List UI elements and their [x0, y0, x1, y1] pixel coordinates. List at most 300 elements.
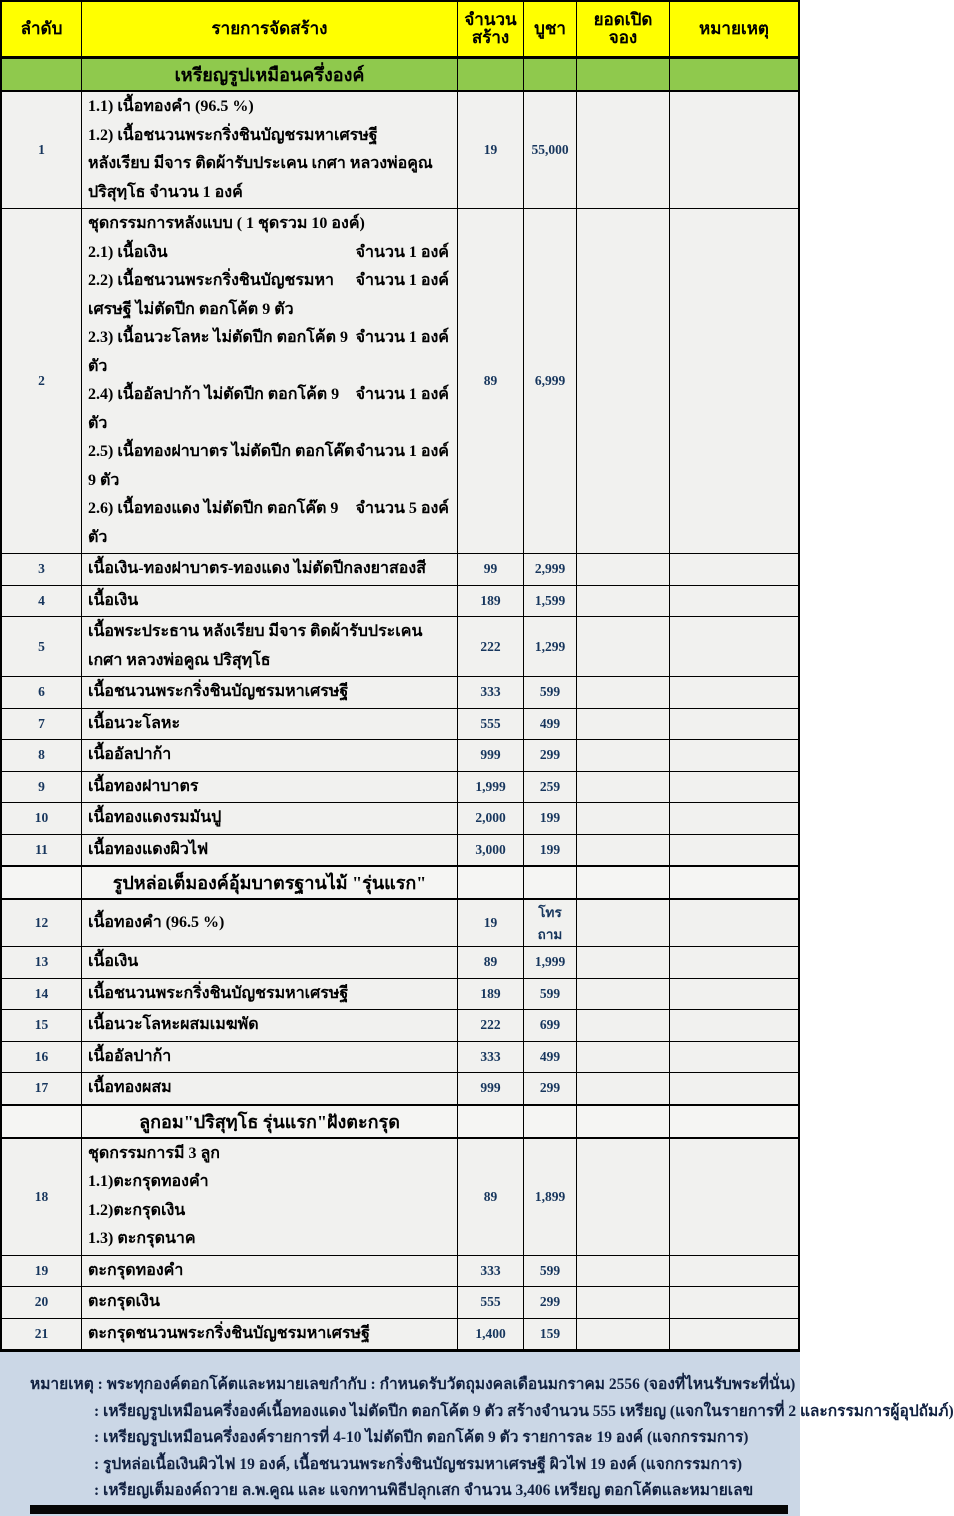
cell-qty-value: 189: [480, 592, 501, 608]
cell-price-value: 599: [539, 1262, 561, 1278]
cell-reserved: [577, 708, 670, 740]
cell-no: [2, 1255, 82, 1287]
cell-price-value: 499: [539, 715, 561, 731]
table-row: [2, 676, 798, 708]
note-line: : รูปหล่อเนื้อเงินผิวไฟ 19 องค์, เนื้อชนวนพระกริ่งชินบัญชรมหาเศรษฐี ผิวไฟ 19 องค์ (แจกกรรมการ): [94, 1455, 743, 1473]
cell-no-value: 20: [34, 1294, 49, 1310]
cell-qty-value: 89: [483, 954, 498, 970]
cell-price-value: 699: [539, 1017, 561, 1033]
cell-reserved: [577, 834, 670, 866]
cell-item: [82, 616, 458, 676]
empty-cell: [2, 866, 82, 898]
item-text: 2.2) เนื้อชนวนพระกริ่งชินบัญชรมหาเศรษฐี ไม่ตัดปีก ตอกโค้ต 9 ตัว: [88, 272, 335, 318]
cell-price-value: 1,899: [534, 1188, 566, 1204]
item-line: [88, 122, 451, 151]
column-header-qty: [458, 2, 524, 56]
empty-cell: [577, 866, 670, 898]
cell-qty: [458, 899, 524, 946]
cell-no-value: 2: [38, 373, 45, 388]
table-row: [2, 585, 798, 617]
empty-cell: [458, 866, 524, 898]
notes-lines: [30, 1372, 954, 1505]
item-text: เนื้อนวะโลหะ: [88, 714, 181, 732]
item-text: 1.1)ตะกรุดทองคำ: [88, 1173, 209, 1190]
column-header-label: ยอดเปิดจอง: [593, 10, 653, 47]
cell-qty-value: 19: [483, 142, 498, 157]
cell-note: [670, 616, 798, 676]
cell-qty: [458, 676, 524, 708]
cell-qty: [458, 834, 524, 866]
cell-price: [524, 1072, 577, 1104]
cell-qty-value: 1,400: [475, 1325, 506, 1341]
item-line: [88, 1320, 451, 1349]
cell-no-value: 21: [34, 1325, 49, 1341]
section-header-row: [2, 1104, 798, 1138]
cell-no: [2, 1009, 82, 1041]
cell-note: [670, 899, 798, 946]
item-line: [88, 980, 451, 1009]
cell-reserved: [577, 1255, 670, 1287]
notes-footer: [0, 1352, 954, 1516]
table-row: [2, 899, 798, 946]
cell-reserved: [577, 899, 670, 946]
cell-qty: [458, 1009, 524, 1041]
cell-price: [524, 802, 577, 834]
item-text: เนื้อชนวนพระกริ่งชินบัญชรมหาเศรษฐี: [88, 683, 349, 700]
cell-qty-value: 333: [480, 1048, 501, 1064]
cell-qty: [458, 946, 524, 978]
cell-reserved: [577, 771, 670, 803]
bottom-bar: [30, 1505, 788, 1514]
cell-item: [82, 1286, 458, 1318]
cell-reserved: [577, 1138, 670, 1255]
cell-price-value: 6,999: [534, 373, 566, 388]
column-header-label: บูชา: [534, 19, 566, 39]
cell-price: [524, 1041, 577, 1073]
cell-note: [670, 1009, 798, 1041]
column-header-label: รายการจัดสร้าง: [211, 19, 328, 39]
cell-price: [524, 899, 577, 946]
cell-no: [2, 1286, 82, 1318]
cell-reserved: [577, 1041, 670, 1073]
item-line: [88, 710, 451, 739]
cell-no: [2, 676, 82, 708]
cell-note: [670, 739, 798, 771]
cell-qty: [458, 802, 524, 834]
item-line: [88, 1197, 451, 1226]
cell-qty-value: 99: [483, 561, 498, 577]
item-text: 2.3) เนื้อนวะโลหะ ไม่ตัดปีก ตอกโค้ต 9 ตัว: [88, 329, 348, 375]
cell-note: [670, 1138, 798, 1255]
cell-qty-value: 1,999: [475, 778, 506, 794]
item-text: หลังเรียบ มีจาร ติดผ้ารับประเคน เกศา หลวงพ่อคูณ ปริสุทฺโธ จำนวน 1 องค์: [88, 155, 433, 201]
item-line: [88, 678, 451, 707]
item-line: [88, 1225, 451, 1254]
section-header-row: [2, 865, 798, 899]
cell-price-value: 599: [539, 985, 561, 1001]
section-title: เหรียญรูปเหมือนครึ่งองค์: [174, 65, 365, 85]
cell-qty-value: 89: [483, 1188, 498, 1204]
table-row: [2, 616, 798, 676]
item-line: [88, 804, 451, 833]
cell-price: [524, 1138, 577, 1255]
cell-price-value: 299: [539, 747, 561, 763]
cell-note: [670, 946, 798, 978]
column-header-note: [670, 2, 798, 56]
item-line: [88, 555, 451, 584]
cell-no-value: 9: [38, 778, 45, 794]
item-text: 1.2)ตะกรุดเงิน: [88, 1201, 186, 1219]
table-row: [2, 1072, 798, 1104]
cell-note: [670, 708, 798, 740]
cell-price-value: 1,299: [534, 638, 566, 654]
cell-no-value: 19: [34, 1262, 49, 1278]
cell-no: [2, 1138, 82, 1255]
note-line: : เหรียญรูปเหมือนครึ่งองค์รายการที่ 4-10 ไม่ตัดปีก ตอกโค้ต 9 ตัว รายการละ 19 องค์ (แจกกรรมการ): [94, 1429, 749, 1446]
cell-qty: [458, 708, 524, 740]
cell-reserved: [577, 1009, 670, 1041]
cell-item: [82, 1318, 458, 1350]
item-amount-text: จำนวน 1 องค์: [355, 386, 449, 403]
cell-price: [524, 616, 577, 676]
cell-note: [670, 553, 798, 585]
cell-price-value: 159: [539, 1325, 561, 1341]
cell-qty: [458, 1318, 524, 1350]
cell-no: [2, 739, 82, 771]
cell-no-value: 11: [35, 841, 48, 857]
cell-qty: [458, 553, 524, 585]
cell-note: [670, 834, 798, 866]
cell-item: [82, 585, 458, 617]
cell-note: [670, 1286, 798, 1318]
cell-reserved: [577, 739, 670, 771]
cell-reserved: [577, 553, 670, 585]
item-amount-text: จำนวน 1 องค์: [355, 272, 449, 289]
table-body: [2, 58, 798, 1349]
item-line: [88, 150, 451, 207]
cell-price: [524, 676, 577, 708]
cell-reserved: [577, 1318, 670, 1350]
item-text: เนื้อเงิน-ทองฝาบาตร-ทองแดง ไม่ตัดปีกลงยาสองสี: [88, 560, 426, 577]
cell-note: [670, 771, 798, 803]
item-text: เนื้อเงิน: [88, 591, 139, 609]
item-line: [88, 495, 451, 552]
cell-note: [670, 1318, 798, 1350]
cell-no-value: 5: [38, 638, 45, 654]
item-line: [88, 587, 451, 616]
item-line: [88, 239, 451, 268]
cell-note: [670, 1072, 798, 1104]
cell-note: [670, 91, 798, 208]
item-line: [88, 1074, 451, 1103]
cell-item: [82, 802, 458, 834]
cell-qty: [458, 978, 524, 1010]
cell-price: [524, 978, 577, 1010]
item-line: [88, 948, 451, 977]
empty-cell: [577, 1105, 670, 1137]
item-text: เนื้ออัลปาก้า: [88, 746, 172, 763]
cell-no: [2, 708, 82, 740]
cell-item: [82, 1041, 458, 1073]
item-text: 1.2) เนื้อชนวนพระกริ่งชินบัญชรมหาเศรษฐี: [88, 126, 378, 144]
cell-no: [2, 1072, 82, 1104]
cell-item: [82, 553, 458, 585]
item-text: เนื้อพระประธาน หลังเรียบ มีจาร ติดผ้ารับประเคน เกศา หลวงพ่อคูณ ปริสุทฺโธ: [88, 623, 423, 669]
cell-item: [82, 899, 458, 946]
table-row: [2, 1009, 798, 1041]
empty-cell: [458, 59, 524, 90]
cell-no-value: 1: [38, 142, 45, 157]
item-line: [88, 1011, 451, 1040]
item-line: [88, 93, 451, 122]
cell-price: [524, 585, 577, 617]
item-line: [88, 381, 451, 438]
cell-qty: [458, 1255, 524, 1287]
cell-no: [2, 802, 82, 834]
section-title-cell: [82, 866, 458, 898]
table-row: [2, 834, 798, 866]
note-line: : เหรียญรูปเหมือนครึ่งองค์เนื้อทองแดง ไม่ตัดปีก ตอกโค้ต 9 ตัว สร้างจำนวน 555 เหรียญ (แจกในรายการที่ 2 และกรรมการผู้อุปถัมภ์): [94, 1402, 954, 1420]
cell-price-value: 299: [539, 1080, 561, 1096]
item-text: เนื้อเงิน: [88, 953, 139, 970]
empty-cell: [2, 59, 82, 90]
cell-price: [524, 708, 577, 740]
item-line: [88, 909, 451, 938]
cell-price: [524, 771, 577, 803]
cell-price: [524, 739, 577, 771]
cell-no: [2, 978, 82, 1010]
empty-cell: [524, 59, 577, 90]
cell-no: [2, 899, 82, 946]
cell-reserved: [577, 978, 670, 1010]
cell-qty-value: 222: [480, 1017, 501, 1033]
cell-reserved: [577, 1286, 670, 1318]
cell-reserved: [577, 946, 670, 978]
item-line: [88, 1043, 451, 1072]
empty-cell: [524, 866, 577, 898]
item-text: เนื้อทองฝาบาตร: [88, 777, 199, 795]
cell-item: [82, 1072, 458, 1104]
item-amount-text: จำนวน 1 องค์: [355, 243, 449, 261]
cell-price-value: โทรถาม: [537, 905, 563, 942]
item-text: ชุดกรรมการมี 3 ลูก: [88, 1144, 220, 1162]
cell-no: [2, 771, 82, 803]
item-text: 2.1) เนื้อเงิน: [88, 243, 168, 261]
table-header-row: [2, 2, 798, 58]
cell-price: [524, 1255, 577, 1287]
cell-price: [524, 553, 577, 585]
cell-no: [2, 834, 82, 866]
cell-item: [82, 834, 458, 866]
table-row: [2, 946, 798, 978]
section-title-cell: [82, 1105, 458, 1137]
note-line: หมายเหตุ : พระทุกองค์ตอกโค้ตและหมายเลขกำกับ : กำหนดรับวัตถุมงคลเดือนมกราคม 2556 (จองที่ไหนรับพระที่นั่น): [30, 1376, 796, 1393]
cell-note: [670, 978, 798, 1010]
cell-qty: [458, 1072, 524, 1104]
cell-note: [670, 585, 798, 617]
cell-price: [524, 1318, 577, 1350]
cell-item: [82, 946, 458, 978]
item-line: [88, 438, 451, 495]
cell-qty-value: 555: [480, 715, 501, 731]
item-line: [88, 618, 451, 675]
cell-qty: [458, 208, 524, 553]
column-header-item: [82, 2, 458, 56]
item-text: เนื้อนวะโลหะผสมเมฆพัด: [88, 1016, 259, 1033]
cell-qty: [458, 91, 524, 208]
cell-qty: [458, 1138, 524, 1255]
cell-price-value: 299: [539, 1294, 561, 1310]
item-amount-text: จำนวน 1 องค์: [355, 443, 449, 460]
cell-reserved: [577, 585, 670, 617]
cell-reserved: [577, 616, 670, 676]
table-row: [2, 978, 798, 1010]
item-amount-text: จำนวน 5 องค์: [355, 500, 449, 517]
cell-no-value: 17: [34, 1080, 49, 1096]
cell-no-value: 3: [38, 561, 45, 577]
cell-reserved: [577, 802, 670, 834]
cell-no: [2, 1041, 82, 1073]
cell-price-value: 55,000: [531, 142, 569, 157]
cell-qty: [458, 771, 524, 803]
item-text: 2.4) เนื้ออัลปาก้า ไม่ตัดปีก ตอกโค้ต 9 ตัว: [88, 386, 340, 432]
item-text: เนื้อทองคำ (96.5 %): [88, 913, 225, 931]
note-line: : เหรียญเต็มองค์ถวาย ล.พ.คูณ และ แจกทานพิธีปลุกเสก จำนวน 3,406 เหรียญ ตอกโค้ตและหมายเลข: [94, 1482, 754, 1499]
cell-qty-value: 999: [480, 1080, 501, 1096]
cell-qty-value: 999: [480, 747, 501, 763]
table-row: [2, 1318, 798, 1350]
item-text: ตะกรุดชนวนพระกริ่งชินบัญชรมหาเศรษฐี: [88, 1324, 370, 1342]
cell-price-value: 199: [539, 841, 561, 857]
table-row: [2, 771, 798, 803]
item-line: [88, 1257, 451, 1286]
cell-price-value: 1,599: [534, 592, 566, 608]
cell-item: [82, 208, 458, 553]
cell-item: [82, 771, 458, 803]
empty-cell: [2, 1105, 82, 1137]
section-title-cell: [82, 59, 458, 90]
cell-qty: [458, 585, 524, 617]
cell-price-value: 1,999: [534, 954, 566, 970]
cell-item: [82, 91, 458, 208]
table-row: [2, 802, 798, 834]
column-header-no: [2, 2, 82, 56]
empty-cell: [524, 1105, 577, 1137]
table-row: [2, 1255, 798, 1287]
cell-no: [2, 946, 82, 978]
cell-qty: [458, 1041, 524, 1073]
cell-qty-value: 189: [480, 985, 501, 1001]
cell-item: [82, 1255, 458, 1287]
cell-price: [524, 1009, 577, 1041]
section-title: ลูกอม"ปริสุทฺโธ รุ่นแรก"ฝังตะกรุด: [139, 1111, 400, 1132]
empty-cell: [458, 1105, 524, 1137]
cell-item: [82, 739, 458, 771]
item-text: 2.5) เนื้อทองฝาบาตร ไม่ตัดปีก ตอกโค๊ต 9 ตัว: [88, 443, 355, 489]
item-text: 1.1) เนื้อทองคำ (96.5 %): [88, 98, 254, 115]
cell-reserved: [577, 676, 670, 708]
cell-no-value: 8: [38, 747, 45, 763]
cell-price-value: 2,999: [534, 561, 566, 577]
cell-no-value: 12: [34, 915, 49, 930]
item-text: ตะกรุดทองคำ: [88, 1261, 184, 1279]
cell-no: [2, 553, 82, 585]
cell-no: [2, 585, 82, 617]
item-line: [88, 267, 451, 324]
item-text: ตะกรุดเงิน: [88, 1293, 160, 1310]
cell-qty: [458, 616, 524, 676]
cell-item: [82, 1009, 458, 1041]
cell-price-value: 599: [539, 684, 561, 700]
empty-cell: [670, 59, 798, 90]
item-line: [88, 210, 451, 239]
table-row: [2, 208, 798, 553]
column-header-label: ลำดับ: [20, 19, 63, 39]
item-line: [88, 1168, 451, 1197]
table-row: [2, 1138, 798, 1255]
cell-no-value: 15: [34, 1017, 49, 1033]
item-line: [88, 836, 451, 865]
cell-qty: [458, 739, 524, 771]
cell-qty-value: 333: [480, 684, 501, 700]
item-amount-text: จำนวน 1 องค์: [355, 329, 449, 346]
cell-note: [670, 802, 798, 834]
cell-no-value: 6: [38, 684, 45, 700]
cell-item: [82, 708, 458, 740]
cell-note: [670, 1255, 798, 1287]
cell-qty-value: 333: [480, 1262, 501, 1278]
cell-qty-value: 2,000: [475, 810, 506, 826]
item-text: ชุดกรรมการหลังแบบ ( 1 ชุดรวม 10 องค์): [88, 215, 365, 232]
section-title: รูปหล่อเต็มองค์อุ้มบาตรฐานไม้ "รุ่นแรก": [112, 873, 427, 893]
column-header-price: [524, 2, 577, 56]
table-row: [2, 1041, 798, 1073]
cell-item: [82, 978, 458, 1010]
table-row: [2, 1286, 798, 1318]
cell-item: [82, 1138, 458, 1255]
item-text: 2.6) เนื้อทองแดง ไม่ตัดปีก ตอกโค๊ต 9 ตัว: [88, 500, 339, 546]
item-line: [88, 324, 451, 381]
cell-price: [524, 208, 577, 553]
cell-qty-value: 3,000: [475, 841, 506, 857]
cell-price: [524, 1286, 577, 1318]
item-text: เนื้อทองแดงรมมันปู: [88, 809, 222, 826]
cell-no: [2, 1318, 82, 1350]
cell-qty-value: 19: [483, 915, 498, 930]
item-line: [88, 1288, 451, 1317]
cell-price: [524, 946, 577, 978]
cell-note: [670, 208, 798, 553]
cell-no-value: 10: [34, 810, 49, 826]
cell-price: [524, 91, 577, 208]
table-row: [2, 739, 798, 771]
column-header-label: จำนวนสร้าง: [464, 10, 517, 47]
column-header-reserved: [577, 2, 670, 56]
cell-qty: [458, 1286, 524, 1318]
cell-reserved: [577, 208, 670, 553]
cell-price: [524, 834, 577, 866]
item-text: เนื้อทองแดงผิวไฟ: [88, 840, 209, 858]
cell-no-value: 14: [34, 985, 49, 1001]
cell-no: [2, 208, 82, 553]
table-row: [2, 553, 798, 585]
cell-no-value: 7: [38, 715, 45, 731]
cell-no: [2, 616, 82, 676]
item-text: เนื้อทองผสม: [88, 1079, 172, 1096]
cell-no-value: 13: [34, 954, 49, 970]
item-line: [88, 773, 451, 802]
cell-price-value: 499: [539, 1048, 561, 1064]
